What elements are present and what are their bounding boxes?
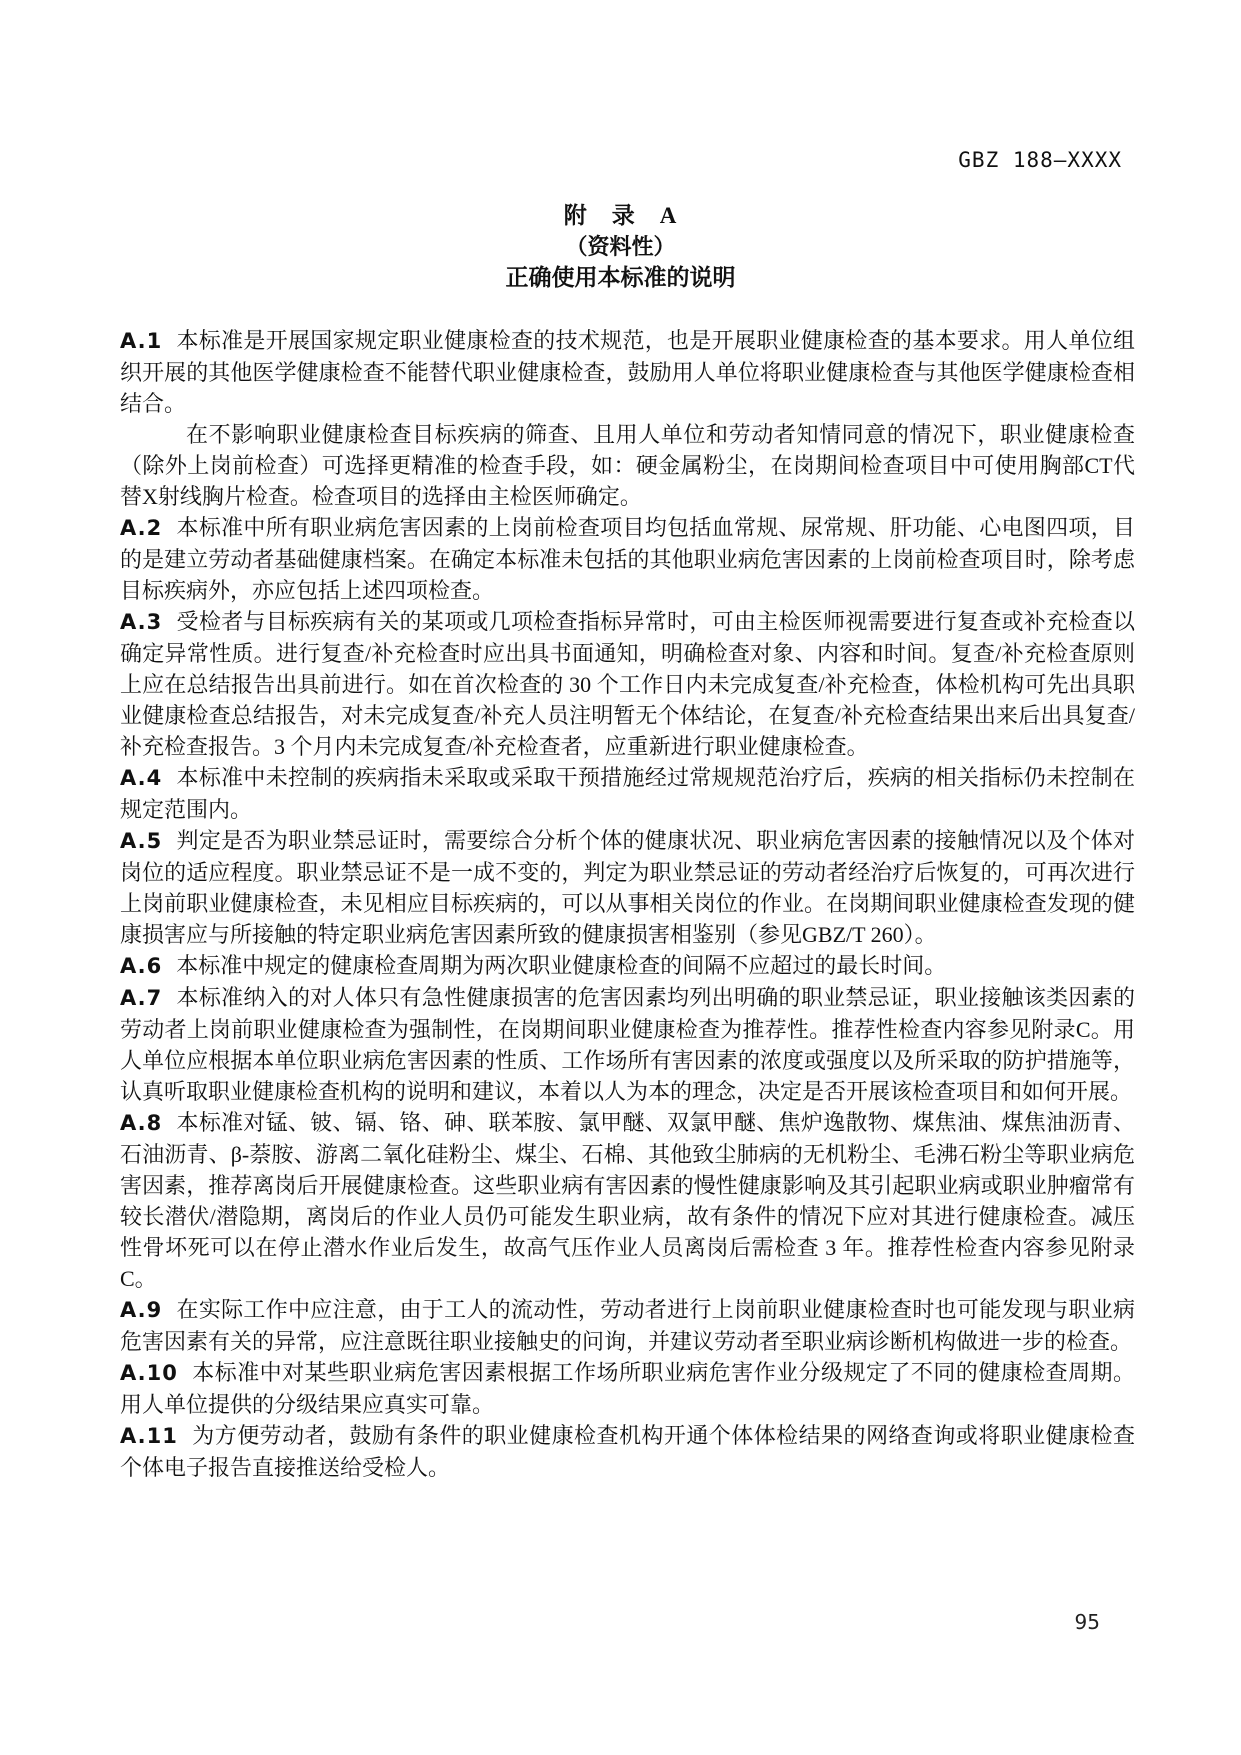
- clause-text: 在不影响职业健康检查目标疾病的筛查、且用人单位和劳动者知情同意的情况下，职业健康检查（除外上岗前检查）可选择更精准的检查手段，如：硬金属粉尘，在岗期间检查项目中可使用胸部CT代替X射线胸片检查。检查项目的选择由主检医师确定。: [120, 422, 1135, 509]
- clause-a-4: [120, 762, 1135, 825]
- clause-a-6: [120, 950, 1135, 982]
- clause-text: 为方便劳动者，鼓励有条件的职业健康检查机构开通个体体检结果的网络查询或将职业健康检查个体电子报告直接推送给受检人。: [120, 1423, 1135, 1480]
- clause-a-9: [120, 1294, 1135, 1357]
- clause-number: A.6: [120, 954, 163, 978]
- standard-number: GBZ 188—XXXX: [958, 148, 1122, 172]
- clause-number: A.8: [120, 1111, 163, 1135]
- clause-a-2: [120, 512, 1135, 606]
- appendix-classification: （资料性）: [565, 234, 676, 259]
- clause-a-10: [120, 1357, 1135, 1420]
- clause-number: A.11: [120, 1424, 178, 1448]
- appendix-subtitle: 正确使用本标准的说明: [505, 265, 736, 290]
- clause-number: A.5: [120, 829, 163, 853]
- clause-a-7: [120, 982, 1135, 1107]
- clause-number: A.1: [120, 329, 163, 353]
- appendix-title-block: [0, 200, 1241, 293]
- clause-number: A.4: [120, 766, 163, 790]
- clause-a-3: [120, 606, 1135, 762]
- clause-text: 判定是否为职业禁忌证时，需要综合分析个体的健康状况、职业病危害因素的接触情况以及个体对岗位的适应程度。职业禁忌证不是一成不变的，判定为职业禁忌证的劳动者经治疗后恢复的，可再次进行上岗前职业健康检查，未见相应目标疾病的，可以从事相关岗位的作业。在岗期间职业健康检查发现的健康损害应与所接触的特定职业病危害因素所致的健康损害相鉴别（参见GBZ/T 260）。: [120, 828, 1135, 947]
- clause-text: 本标准是开展国家规定职业健康检查的技术规范，也是开展职业健康检查的基本要求。用人单位组织开展的其他医学健康检查不能替代职业健康检查，鼓励用人单位将职业健康检查与其他医学健康检查相结合。: [120, 328, 1135, 416]
- clause-number: A.3: [120, 610, 163, 634]
- clause-a-1: [120, 325, 1135, 419]
- clause-text: 本标准中所有职业病危害因素的上岗前检查项目均包括血常规、尿常规、肝功能、心电图四项，目的是建立劳动者基础健康档案。在确定本标准未包括的其他职业病危害因素的上岗前检查项目时，除考虑目标疾病外，亦应包括上述四项检查。: [120, 515, 1135, 603]
- clause-a-8: [120, 1107, 1135, 1294]
- clause-continuation: [120, 419, 1135, 512]
- clause-text: 本标准中规定的健康检查周期为两次职业健康检查的间隔不应超过的最长时间。: [176, 953, 947, 978]
- clause-text: 本标准对锰、铍、镉、铬、砷、联苯胺、氯甲醚、双氯甲醚、焦炉逸散物、煤焦油、煤焦油沥青、石油沥青、β-萘胺、游离二氧化硅粉尘、煤尘、石棉、其他致尘肺病的无机粉尘、毛沸石粉尘等职业病危害因素，推荐离岗后开展健康检查。这些职业病有害因素的慢性健康影响及其引起职业病或职业肿瘤常有较长潜伏/潜隐期，离岗后的作业人员仍可能发生职业病，故有条件的情况下应对其进行健康检查。减压性骨坏死可以在停止潜水作业后发生，故高气压作业人员离岗后需检查 3 年。推荐性检查内容参见附录C。: [120, 1110, 1135, 1291]
- clause-number: A.9: [120, 1298, 163, 1322]
- clause-a-11: [120, 1420, 1135, 1483]
- appendix-body: [120, 325, 1135, 1483]
- clause-number: A.7: [120, 986, 163, 1010]
- clause-number: A.2: [120, 516, 163, 540]
- clause-text: 受检者与目标疾病有关的某项或几项检查指标异常时，可由主检医师视需要进行复查或补充检查以确定异常性质。进行复查/补充检查时应出具书面通知，明确检查对象、内容和时间。复查/补充检查原则上应在总结报告出具前进行。如在首次检查的 30 个工作日内未完成复查/补充检查，体检机构可先出具职业健康检查总结报告，对未完成复查/补充人员注明暂无个体结论，在复查/补充检查结果出来后出具复查/补充检查报告。3 个月内未完成复查/补充检查者，应重新进行职业健康检查。: [120, 609, 1135, 759]
- page-number: 95: [1074, 1610, 1100, 1634]
- appendix-title: 附 录 A: [563, 203, 678, 228]
- clause-text: 本标准中对某些职业病危害因素根据工作场所职业病危害作业分级规定了不同的健康检查周期。用人单位提供的分级结果应真实可靠。: [120, 1360, 1135, 1417]
- clause-text: 本标准纳入的对人体只有急性健康损害的危害因素均列出明确的职业禁忌证，职业接触该类因素的劳动者上岗前职业健康检查为强制性，在岗期间职业健康检查为推荐性。推荐性检查内容参见附录C。用人单位应根据本单位职业病危害因素的性质、工作场所有害因素的浓度或强度以及所采取的防护措施等，认真听取职业健康检查机构的说明和建议，本着以人为本的理念，决定是否开展该检查项目和如何开展。: [120, 985, 1135, 1104]
- clause-a-5: [120, 825, 1135, 950]
- clause-number: A.10: [120, 1361, 178, 1385]
- clause-text: 本标准中未控制的疾病指未采取或采取干预措施经过常规规范治疗后，疾病的相关指标仍未控制在规定范围内。: [120, 765, 1135, 822]
- clause-text: 在实际工作中应注意，由于工人的流动性，劳动者进行上岗前职业健康检查时也可能发现与职业病危害因素有关的异常，应注意既往职业接触史的问询，并建议劳动者至职业病诊断机构做进一步的检查。: [120, 1297, 1135, 1354]
